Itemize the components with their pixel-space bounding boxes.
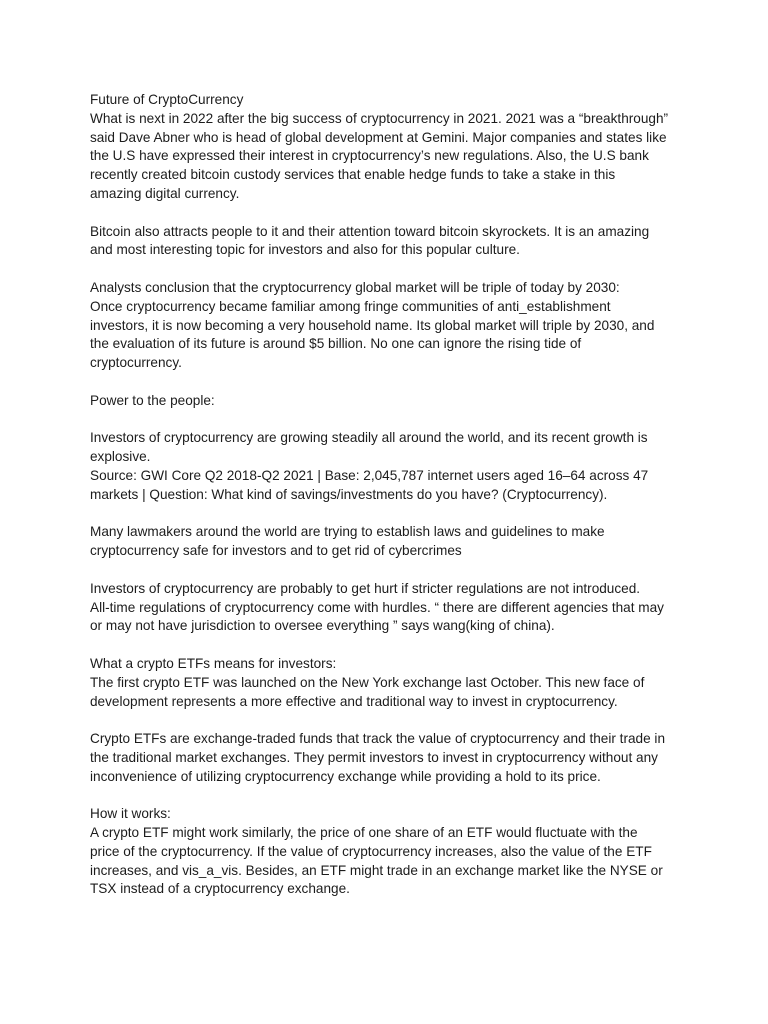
text-line: Many lawmakers around the world are trying to establish laws and guidelines to make [90, 524, 605, 540]
paragraph [90, 580, 690, 636]
document-body [90, 91, 690, 918]
text-line: How it works: [90, 806, 171, 822]
text-line: recently created bitcoin custody services that enable hedge funds to take a stake in this [90, 167, 616, 183]
text-line: Investors of cryptocurrency are growing steadily all around the world, and its recent growth is [90, 430, 648, 446]
paragraph [90, 429, 690, 504]
text-line: cryptocurrency. [90, 355, 182, 371]
text-line: TSX instead of a cryptocurrency exchange. [90, 881, 350, 897]
paragraph [90, 523, 690, 561]
text-line: Power to the people: [90, 392, 215, 408]
paragraph [90, 730, 690, 786]
text-line: All-time regulations of cryptocurrency come with hurdles. “ there are different agencies that may [90, 599, 664, 615]
text-line: the evaluation of its future is around $5 billion. No one can ignore the rising tide of [90, 336, 582, 352]
paragraph [90, 392, 690, 411]
text-line: amazing digital currency. [90, 185, 240, 201]
text-line: price of the cryptocurrency. If the value of cryptocurrency increases, also the value of the ETF [90, 843, 652, 859]
text-line: Bitcoin also attracts people to it and their attention toward bitcoin skyrockets. It is an amazing [90, 223, 650, 239]
text-line: increases, and vis_a_vis. Besides, an ETF might trade in an exchange market like the NYSE or [90, 862, 663, 878]
paragraph [90, 279, 690, 373]
paragraph [90, 805, 690, 899]
text-line: Analysts conclusion that the cryptocurrency global market will be triple of today by 2030: [90, 279, 620, 295]
document-title: Future of CryptoCurrency [90, 92, 244, 107]
text-line: investors, it is now becoming a very household name. Its global market will triple by 2030, and [90, 317, 655, 333]
text-line: A crypto ETF might work similarly, the price of one share of an ETF would fluctuate with the [90, 825, 638, 841]
paragraph [90, 223, 690, 261]
text-line: said Dave Abner who is head of global development at Gemini. Major companies and states like [90, 129, 667, 145]
text-line: The first crypto ETF was launched on the New York exchange last October. This new face of [90, 674, 645, 690]
text-line: explosive. [90, 449, 151, 465]
text-line: or may not have jurisdiction to oversee everything ” says wang(king of china). [90, 618, 555, 634]
intro-paragraph [90, 91, 690, 204]
text-line: What is next in 2022 after the big success of cryptocurrency in 2021. 2021 was a “breakthrough” [90, 110, 669, 126]
text-line: Once cryptocurrency became familiar among fringe communities of anti_establishment [90, 298, 611, 314]
text-line: markets | Question: What kind of savings/investments do you have? (Cryptocurrency). [90, 486, 608, 502]
paragraph [90, 655, 690, 711]
text-line: the traditional market exchanges. They permit investors to invest in cryptocurrency without any [90, 749, 658, 765]
text-line: inconvenience of utilizing cryptocurrency exchange while providing a hold to its price. [90, 768, 601, 784]
text-line: Crypto ETFs are exchange-traded funds that track the value of cryptocurrency and their trade in [90, 731, 666, 747]
text-line: the U.S have expressed their interest in cryptocurrency’s new regulations. Also, the U.S bank [90, 148, 649, 164]
text-line: cryptocurrency safe for investors and to get rid of cybercrimes [90, 543, 462, 559]
text-line: Source: GWI Core Q2 2018-Q2 2021 | Base: 2,045,787 internet users aged 16–64 across 47 [90, 467, 649, 483]
text-line: Investors of cryptocurrency are probably to get hurt if stricter regulations are not introduced. [90, 580, 641, 596]
text-line: What a crypto ETFs means for investors: [90, 655, 337, 671]
text-line: and most interesting topic for investors and also for this popular culture. [90, 242, 520, 258]
text-line: development represents a more effective and traditional way to invest in cryptocurrency. [90, 693, 618, 709]
